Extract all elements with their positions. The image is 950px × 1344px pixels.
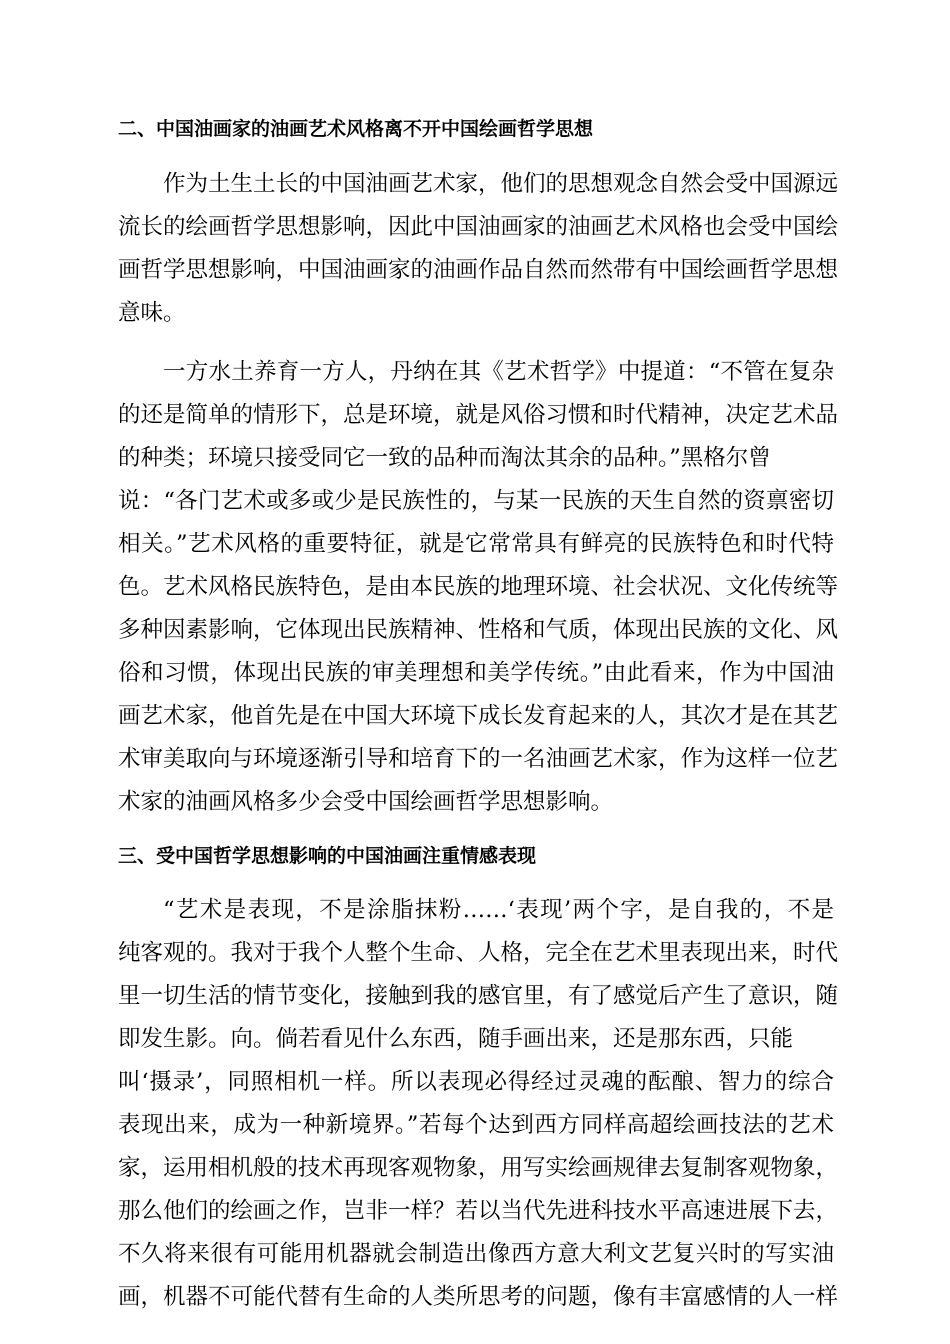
text-line: 流长的绘画哲学思想影响，因此中国油画家的油画艺术风格也会受中国绘 bbox=[118, 214, 839, 240]
text-line: 作为土生土长的中国油画艺术家，他们的思想观念自然会受中国源远 bbox=[163, 171, 839, 197]
text-line: 俗和习惯，体现出民族的审美理想和美学传统。”由此看来，作为中国油 bbox=[118, 660, 834, 686]
text-line: 里一切生活的情节变化，接触到我的感官里，有了感觉后产生了意识，随 bbox=[118, 983, 839, 1009]
text-line: 画艺术家，他首先是在中国大环境下成长发育起来的人，其次才是在其艺 bbox=[118, 703, 839, 729]
text-line: 的还是简单的情形下，总是环境，就是风俗习惯和时代精神，决定艺术品 bbox=[118, 402, 839, 428]
text-line: 家，运用相机般的技术再现客观物象，用写实绘画规律去复制客观物象， bbox=[118, 1155, 839, 1181]
text-line: 画哲学思想影响，中国油画家的油画作品自然而然带有中国绘画哲学思想 bbox=[118, 257, 839, 283]
text-line: 的种类；环境只接受同它一致的品种而淘汰其余的品种。”黑格尔曾 bbox=[118, 445, 771, 471]
text-line: 相关。”艺术风格的重要特征，就是它常常具有鲜亮的民族特色和时代特 bbox=[118, 531, 834, 557]
text-line: 意味。 bbox=[118, 300, 186, 326]
text-line: 术家的油画风格多少会受中国绘画哲学思想影响。 bbox=[118, 789, 614, 815]
text-line: 色。艺术风格民族特色，是由本民族的地理环境、社会状况、文化传统等 bbox=[118, 574, 839, 600]
text-line: 多种因素影响，它体现出民族精神、性格和气质，体现出民族的文化、风 bbox=[118, 617, 839, 643]
text-line: 不久将来很有可能用机器就会制造出像西方意大利文艺复兴时的写实油 bbox=[118, 1241, 834, 1267]
section-heading: 二、中国油画家的油画艺术风格离不开中国绘画哲学思想 bbox=[118, 118, 594, 140]
text-line: “艺术是表现，不是涂脂抹粉……‘表现’两个字，是自我的，不是 bbox=[163, 897, 834, 923]
text-line: 术审美取向与环境逐渐引导和培育下的一名油画艺术家，作为这样一位艺 bbox=[118, 746, 839, 772]
text-line: 那么他们的绘画之作，岂非一样？若以当代先进科技水平高速进展下去， bbox=[118, 1198, 839, 1224]
text-line: 一方水土养育一方人，丹纳在其《艺术哲学》中提道：“不管在复杂 bbox=[163, 359, 834, 385]
text-line: 表现出来，成为一种新境界。”若每个达到西方同样高超绘画技法的艺术 bbox=[118, 1112, 834, 1138]
text-line: 叫‘摄录’，同照相机一样。所以表现必得经过灵魂的酝酿、智力的综合 bbox=[118, 1069, 834, 1095]
text-line: 说：“各门艺术或多或少是民族性的，与某一民族的天生自然的资禀密切 bbox=[118, 488, 834, 514]
section-heading: 三、受中国哲学思想影响的中国油画注重情感表现 bbox=[118, 845, 537, 867]
text-line: 即发生影。向。倘若看见什么东西，随手画出来，还是那东西，只能 bbox=[118, 1026, 794, 1052]
text-line: 画，机器不可能代替有生命的人类所思考的问题，像有丰富感情的人一样 bbox=[118, 1284, 839, 1310]
text-line: 纯客观的。我对于我个人整个生命、人格，完全在艺术里表现出来，时代 bbox=[118, 940, 839, 966]
